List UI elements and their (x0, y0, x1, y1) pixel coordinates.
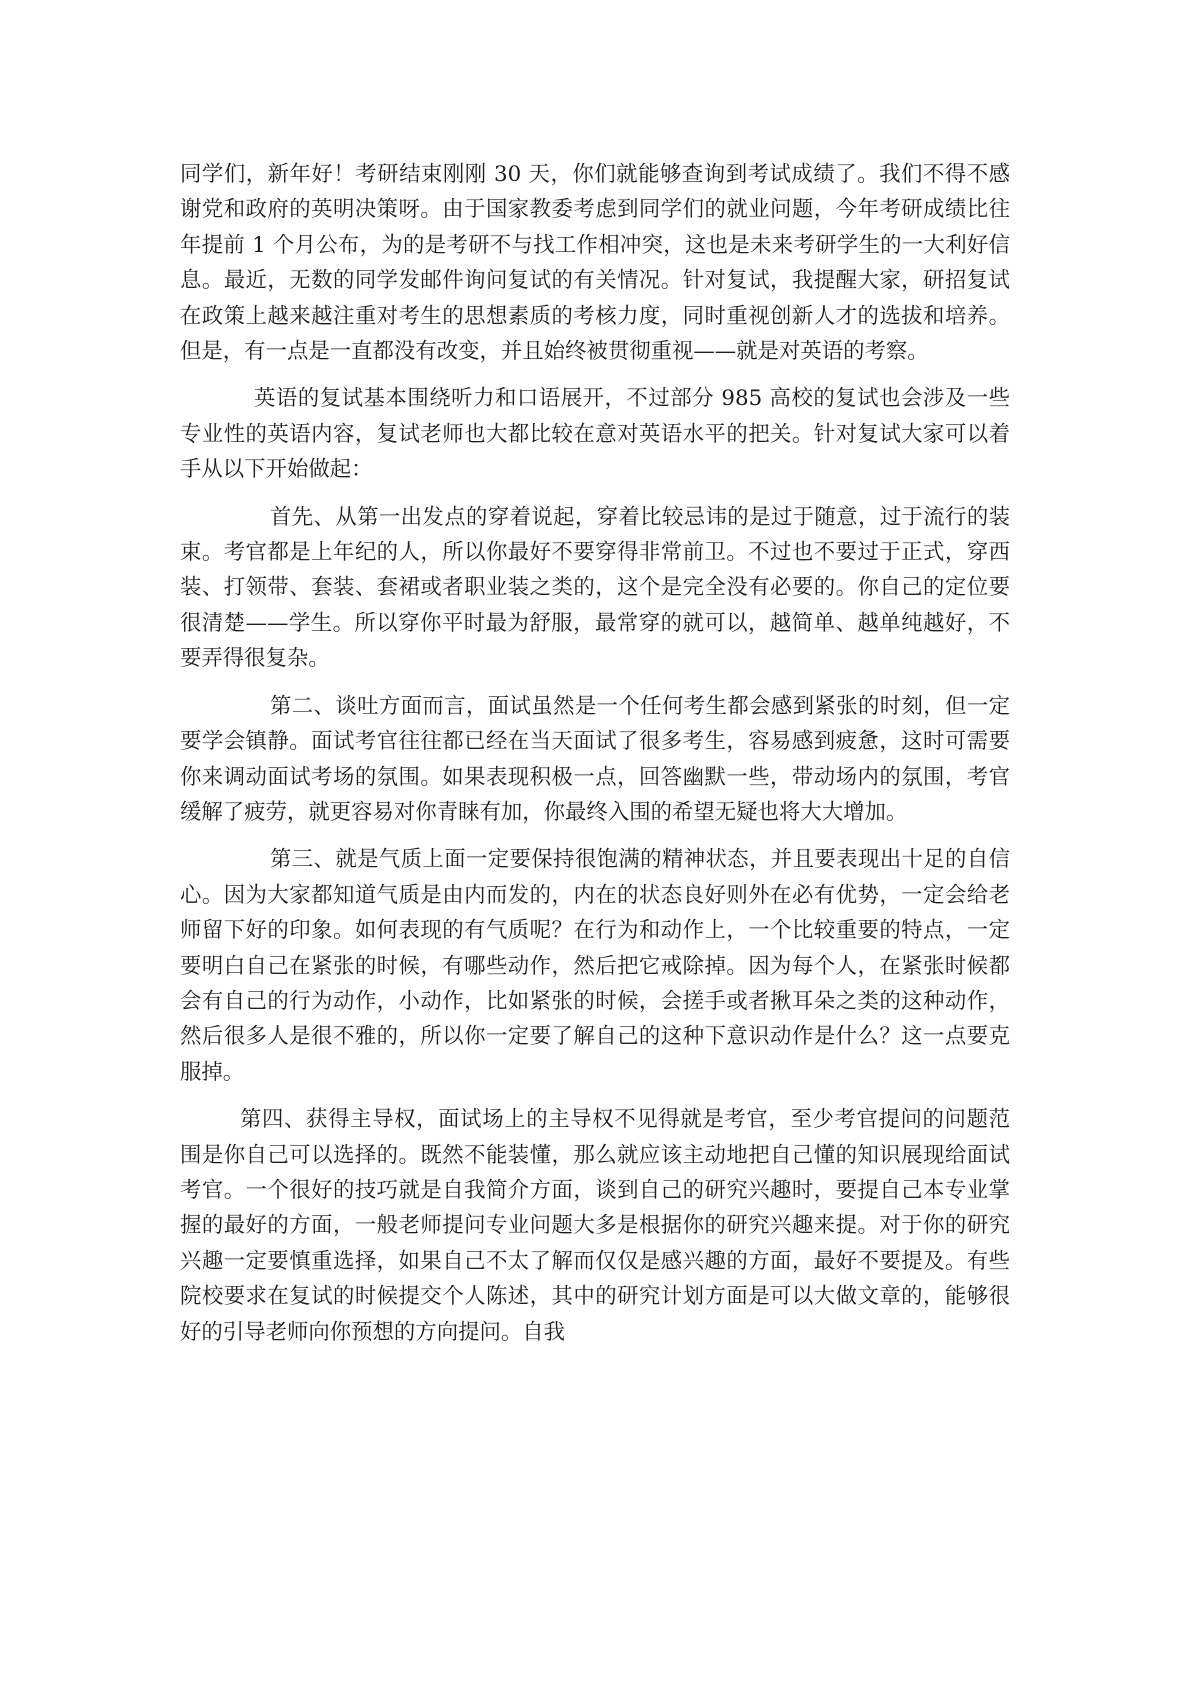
paragraph-english-retest: 英语的复试基本围绕听力和口语展开，不过部分 985 高校的复试也会涉及一些专业性的英语内容，复试老师也大都比较在意对英语水平的把关。针对复试大家可以着手从以下开始做起： (180, 386, 1010, 483)
document-body (180, 157, 1010, 1350)
paragraph-intro: 同学们，新年好！考研结束刚刚 30 天，你们就能够查询到考试成绩了。我们不得不感谢党和政府的英明决策呀。由于国家教委考虑到同学们的就业问题，今年考研成绩比往年提前 1 个月公布，为的是考研不与找工作相冲突，这也是未来考研学生的一大利好信息。最近，无数的同学发邮件询问复试的有关情况。针对复试，我提醒大家，研招复试在政策上越来越注重对考生的思想素质的考核力度，同时重视创新人才的选拔和培养。但是，有一点是一直都没有改变，并且始终被贯彻重视——就是对英语的考察。 (180, 162, 1010, 365)
paragraph-tip-speech: 第二、谈吐方面而言，面试虽然是一个任何考生都会感到紧张的时刻，但一定要学会镇静。面试考官往往都已经在当天面试了很多考生，容易感到疲惫，这时可需要你来调动面试考场的氛围。如果表现积极一点，回答幽默一些，带动场内的氛围，考官缓解了疲劳，就更容易对你青睐有加，你最终入围的希望无疑也将大大增加。 (180, 693, 1010, 825)
paragraph-tip-attire: 首先、从第一出发点的穿着说起，穿着比较忌讳的是过于随意，过于流行的装束。考官都是上年纪的人，所以你最好不要穿得非常前卫。不过也不要过于正式，穿西装、打领带、套装、套裙或者职业装之类的，这个是完全没有必要的。你自己的定位要很清楚——学生。所以穿你平时最为舒服，最常穿的就可以，越简单、越单纯越好，不要弄得很复杂。 (180, 504, 1010, 672)
paragraph-tip-initiative: 第四、获得主导权，面试场上的主导权不见得就是考官，至少考官提问的问题范围是你自己可以选择的。既然不能装懂，那么就应该主动地把自己懂的知识展现给面试考官。一个很好的技巧就是自我简介方面，谈到自己的研究兴趣时，要提自己本专业掌握的最好的方面，一般老师提问专业问题大多是根据你的研究兴趣来提。对于你的研究兴趣一定要慎重选择，如果自己不太了解而仅仅是感兴趣的方面，最好不要提及。有些院校要求在复试的时候提交个人陈述，其中的研究计划方面是可以大做文章的，能够很好的引导老师向你预想的方向提问。自我 (180, 1107, 1010, 1345)
paragraph-tip-temperament: 第三、就是气质上面一定要保持很饱满的精神状态，并且要表现出十足的自信心。因为大家都知道气质是由内而发的，内在的状态良好则外在必有优势，一定会给老师留下好的印象。如何表现的有气质呢？在行为和动作上，一个比较重要的特点，一定要明白自己在紧张的时候，有哪些动作，然后把它戒除掉。因为每个人，在紧张时候都会有自己的行为动作，小动作，比如紧张的时候，会搓手或者揪耳朵之类的这种动作，然后很多人是很不雅的，所以你一定要了解自己的这种下意识动作是什么？这一点要克服掉。 (180, 847, 1010, 1085)
